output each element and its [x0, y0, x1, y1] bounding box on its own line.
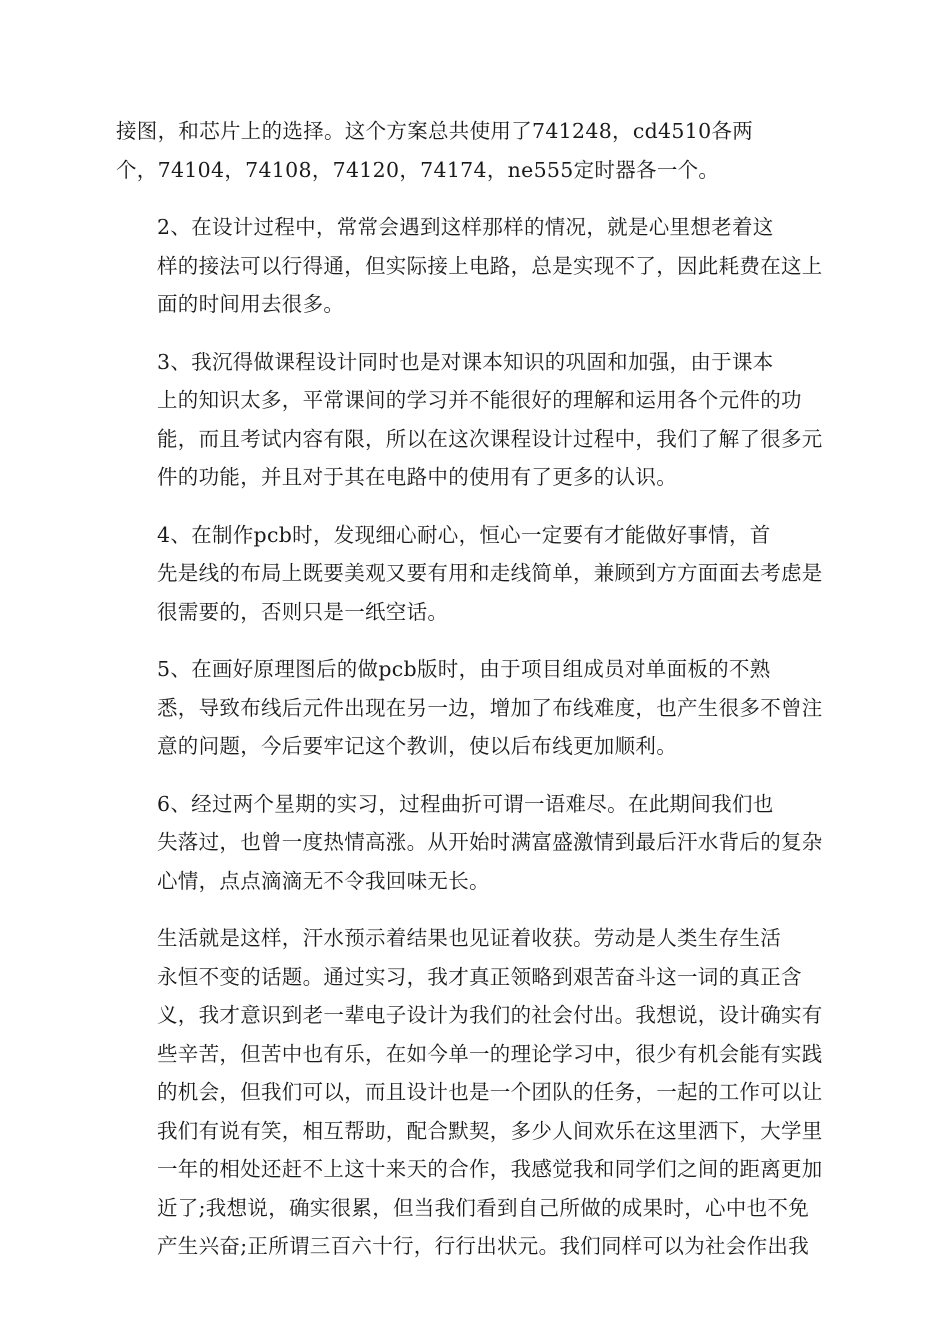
paragraph-conclusion	[116, 919, 832, 1266]
text-line: 很需要的，否则只是一纸空话。	[157, 599, 449, 624]
text-line: 能，而且考试内容有限，所以在这次课程设计过程中，我们了解了很多元	[157, 426, 823, 451]
text-line: 些辛苦，但苦中也有乐，在如今单一的理论学习中，很少有机会能有实践	[157, 1041, 823, 1066]
text-line: 产生兴奋;正所谓三百六十行，行行出状元。我们同样可以为社会作出我	[157, 1234, 810, 1258]
text-line: 义，我才意识到老一辈电子设计为我们的社会付出。我想说，设计确实有	[157, 1003, 823, 1027]
paragraph-item-5	[116, 650, 832, 766]
text-line: 3、我沉得做课程设计同时也是对课本知识的巩固和加强，由于课本	[157, 349, 774, 374]
paragraph-item-2	[116, 208, 832, 324]
document-page	[116, 112, 832, 1285]
text-line: 一年的相处还赶不上这十来天的合作，我感觉我和同学们之间的距离更加	[157, 1157, 823, 1181]
paragraph-intro-continuation	[116, 112, 832, 189]
text-line: 件的功能，并且对于其在电路中的使用有了更多的认识。	[157, 465, 677, 489]
text-line: 4、在制作pcb时，发现细心耐心，恒心一定要有才能做好事情，首	[157, 522, 771, 547]
text-line: 5、在画好原理图后的做pcb版时，由于项目组成员对单面板的不熟	[157, 657, 771, 681]
text-line: 我们有说有笑，相互帮助，配合默契，多少人间欢乐在这里洒下，大学里	[157, 1118, 823, 1143]
text-line: 失落过，也曾一度热情高涨。从开始时满富盛激情到最后汗水背后的复杂	[157, 830, 823, 854]
text-line: 心情，点点滴滴无不令我回味无长。	[157, 868, 490, 893]
text-line: 的机会，但我们可以，而且设计也是一个团队的任务，一起的工作可以让	[157, 1080, 823, 1104]
text-line: 意的问题，今后要牢记这个教训，使以后布线更加顺利。	[157, 734, 677, 758]
text-line: 个，74104，74108，74120，74174，ne555定时器各一个。	[116, 157, 720, 182]
paragraph-item-6	[116, 785, 832, 901]
text-line: 上的知识太多，平常课间的学习并不能很好的理解和运用各个元件的功	[157, 388, 802, 412]
text-line: 永恒不变的话题。通过实习，我才真正领略到艰苦奋斗这一词的真正含	[157, 964, 802, 989]
text-line: 6、经过两个星期的实习，过程曲折可谓一语难尽。在此期间我们也	[157, 791, 774, 816]
text-line: 接图，和芯片上的选择。这个方案总共使用了741248，cd4510各两	[116, 119, 754, 143]
paragraph-item-3	[116, 343, 832, 497]
paragraph-item-4	[116, 516, 832, 632]
text-line: 先是线的布局上既要美观又要有用和走线简单，兼顾到方方面面去考虑是	[157, 561, 823, 585]
text-line: 生活就是这样，汗水预示着结果也见证着收获。劳动是人类生存生活	[157, 926, 781, 950]
text-line: 2、在设计过程中，常常会遇到这样那样的情况，就是心里想老着这	[157, 215, 774, 239]
text-line: 悉，导致布线后元件出现在另一边，增加了布线难度，也产生很多不曾注	[157, 695, 823, 720]
text-line: 面的时间用去很多。	[157, 292, 345, 316]
text-line: 近了;我想说，确实很累，但当我们看到自己所做的成果时，心中也不免	[157, 1195, 810, 1220]
text-line: 样的接法可以行得通，但实际接上电路，总是实现不了，因此耗费在这上	[157, 253, 823, 278]
